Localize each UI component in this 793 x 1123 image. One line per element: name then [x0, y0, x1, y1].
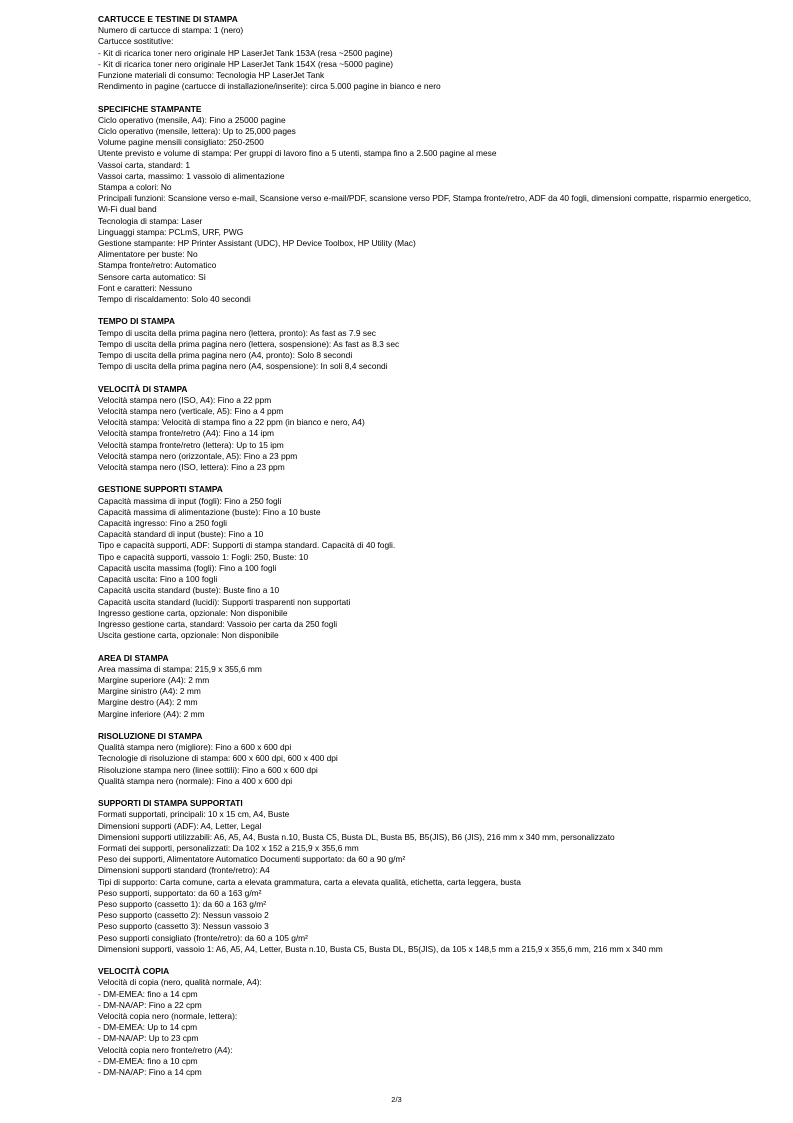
spec-line: Velocità stampa fronte/retro (lettera): Up to 15 ipm: [98, 439, 284, 450]
spec-line: Tempo di uscita della prima pagina nero (lettera, pronto): As fast as 7.9 sec: [98, 327, 376, 338]
spec-line: Qualità stampa nero (migliore): Fino a 600 x 600 dpi: [98, 742, 292, 753]
spec-line: - DM-EMEA: fino a 14 cpm: [98, 988, 198, 999]
section-gestione-supporti: [98, 484, 758, 641]
section-velocita-copia: [98, 966, 758, 1078]
spec-line: Dimensioni supporti, vassoio 1: A6, A5, A4, Letter, Busta n.10, Busta C5, Busta DL, B5(JIS), da 105 x 148,5 mm a 215,9 x 355,6 mm, 216 mm x 340 mm: [98, 943, 663, 954]
spec-line: Dimensioni supporti standard (fronte/retro): A4: [98, 865, 270, 876]
spec-line: Capacità standard di input (buste): Fino a 10: [98, 529, 264, 540]
spec-line: - DM-EMEA: Up to 14 cpm: [98, 1022, 198, 1033]
spec-line: Tempo di riscaldamento: Solo 40 secondi: [98, 294, 251, 305]
spec-line: Capacità massima di alimentazione (buste): Fino a 10 buste: [98, 506, 321, 517]
spec-line: Tipi di supporto: Carta comune, carta a elevata grammatura, carta a elevata qualità, etichetta, carta leggera, busta: [98, 876, 521, 887]
spec-line: Peso supporto (cassetto 1): da 60 a 163 g/m²: [98, 898, 267, 909]
spec-line: Tempo di uscita della prima pagina nero (lettera, sospensione): As fast as 8.3 sec: [98, 338, 400, 349]
spec-line: Velocità stampa: Velocità di stampa fino a 22 ppm (in bianco e nero, A4): [98, 417, 365, 428]
section-heading: GESTIONE SUPPORTI STAMPA: [98, 484, 223, 495]
spec-line: Dimensioni supporti (ADF): A4, Letter, Legal: [98, 820, 262, 831]
spec-line: Velocità stampa nero (orizzontale, A5): Fino a 23 ppm: [98, 450, 298, 461]
spec-line: Velocità copia nero (normale, lettera):: [98, 1010, 238, 1021]
spec-line: Velocità di copia (nero, qualità normale, A4):: [98, 977, 262, 988]
spec-line: Tipo e capacità supporti, vassoio 1: Fogli: 250, Buste: 10: [98, 551, 309, 562]
section-area-di-stampa: [98, 653, 758, 720]
spec-line: Numero di cartucce di stampa: 1 (nero): [98, 25, 244, 36]
section-heading: RISOLUZIONE DI STAMPA: [98, 730, 203, 741]
spec-line: Capacità massima di input (fogli): Fino a 250 fogli: [98, 495, 282, 506]
spec-line: Tempo di uscita della prima pagina nero (A4, sospensione): In soli 8,4 secondi: [98, 361, 388, 372]
section-heading: SUPPORTI DI STAMPA SUPPORTATI: [98, 798, 243, 809]
spec-line: - DM-EMEA: fino a 10 cpm: [98, 1055, 198, 1066]
spec-line: Volume pagine mensili consigliato: 250-2500: [98, 137, 264, 148]
section-heading: VELOCITÀ DI STAMPA: [98, 383, 188, 394]
spec-line: - DM-NA/AP: Fino a 14 cpm: [98, 1066, 202, 1077]
spec-line: Linguaggi stampa: PCLmS, URF, PWG: [98, 226, 244, 237]
spec-line: Tecnologie di risoluzione di stampa: 600 x 600 dpi, 600 x 400 dpi: [98, 753, 338, 764]
spec-line: Cartucce sostitutive:: [98, 36, 174, 47]
spec-line: Rendimento in pagine (cartucce di installazione/inserite): circa 5.000 pagine in bianco e nero: [98, 81, 441, 92]
spec-line: Peso dei supporti, Alimentatore Automatico Documenti supportato: da 60 a 90 g/m²: [98, 854, 406, 865]
section-cartucce: [98, 14, 758, 92]
spec-line: Ingresso gestione carta, standard: Vassoio per carta da 250 fogli: [98, 618, 338, 629]
spec-line: Margine inferiore (A4): 2 mm: [98, 708, 205, 719]
section-risoluzione-di-stampa: [98, 731, 758, 787]
spec-line: - DM-NA/AP: Up to 23 cpm: [98, 1033, 199, 1044]
spec-line: Ciclo operativo (mensile, A4): Fino a 25000 pagine: [98, 114, 286, 125]
page-number: 2/3: [391, 1095, 402, 1104]
spec-line: Sensore carta automatico: Sì: [98, 271, 206, 282]
spec-line: Margine sinistro (A4): 2 mm: [98, 686, 201, 697]
spec-line: - Kit di ricarica toner nero originale HP LaserJet Tank 153A (resa ~2500 pagine): [98, 47, 393, 58]
section-heading: SPECIFICHE STAMPANTE: [98, 103, 202, 114]
spec-line: Qualità stampa nero (normale): Fino a 400 x 600 dpi: [98, 775, 293, 786]
section-heading: AREA DI STAMPA: [98, 652, 169, 663]
spec-line: Ingresso gestione carta, opzionale: Non disponibile: [98, 607, 288, 618]
spec-line: Alimentatore per buste: No: [98, 249, 198, 260]
spec-line: Velocità copia nero fronte/retro (A4):: [98, 1044, 233, 1055]
document-body: [98, 14, 758, 1089]
spec-line: Gestione stampante: HP Printer Assistant (UDC), HP Device Toolbox, HP Utility (Mac): [98, 238, 416, 249]
spec-line: Capacità uscita massima (fogli): Fino a 100 fogli: [98, 562, 277, 573]
spec-line: Tempo di uscita della prima pagina nero (A4, pronto): Solo 8 secondi: [98, 350, 353, 361]
spec-line: Font e caratteri: Nessuno: [98, 282, 193, 293]
spec-line: Capacità ingresso: Fino a 250 fogli: [98, 518, 227, 529]
spec-line: Utente previsto e volume di stampa: Per gruppi di lavoro fino a 5 utenti, stampa fino a 2.500 pagine al mese: [98, 148, 497, 159]
spec-line: Principali funzioni: Scansione verso e-mail, Scansione verso e-mail/PDF, scansione verso PDF, Stampa fronte/retro, ADF da 40 fogli, dimensioni compatte, risparmio energetico, Wi-Fi dual band: [98, 193, 752, 215]
spec-line: Funzione materiali di consumo: Tecnologia HP LaserJet Tank: [98, 70, 325, 81]
spec-line: Dimensioni supporti utilizzabili: A6, A5, A4, Busta n.10, Busta C5, Busta DL, Busta B5, B5(JIS), B6 (JIS), 216 mm x 340 mm, personalizzato: [98, 831, 615, 842]
section-heading: CARTUCCE E TESTINE DI STAMPA: [98, 14, 238, 24]
spec-line: Peso supporto (cassetto 2): Nessun vassoio 2: [98, 910, 269, 921]
section-velocita-di-stampa: [98, 384, 758, 474]
section-supporti-supportati: [98, 798, 758, 955]
spec-line: - DM-NA/AP: Fino a 22 cpm: [98, 999, 202, 1010]
spec-line: Peso supporti consigliato (fronte/retro): da 60 a 105 g/m²: [98, 932, 308, 943]
spec-line: Stampa fronte/retro: Automatico: [98, 260, 217, 271]
spec-line: Risoluzione stampa nero (linee sottili): Fino a 600 x 600 dpi: [98, 764, 318, 775]
section-tempo-di-stampa: [98, 316, 758, 372]
spec-line: Tecnologia di stampa: Laser: [98, 215, 203, 226]
spec-line: Vassoi carta, massimo: 1 vassoio di alimentazione: [98, 170, 285, 181]
spec-line: Uscita gestione carta, opzionale: Non disponibile: [98, 630, 279, 641]
spec-line: Velocità stampa nero (verticale, A5): Fino a 4 ppm: [98, 406, 284, 417]
spec-line: Area massima di stampa: 215,9 x 355,6 mm: [98, 663, 262, 674]
spec-line: Velocità stampa nero (ISO, A4): Fino a 22 ppm: [98, 394, 272, 405]
spec-line: Tipo e capacità supporti, ADF: Supporti di stampa standard. Capacità di 40 fogli.: [98, 540, 396, 551]
spec-line: Capacità uscita: Fino a 100 fogli: [98, 574, 218, 585]
section-heading: TEMPO DI STAMPA: [98, 316, 175, 327]
spec-line: Peso supporti, supportato: da 60 a 163 g/m²: [98, 887, 262, 898]
spec-line: Velocità stampa fronte/retro (A4): Fino a 14 ipm: [98, 428, 274, 439]
spec-line: - Kit di ricarica toner nero originale HP LaserJet Tank 154X (resa ~5000 pagine): [98, 58, 394, 69]
section-specifiche-stampante: [98, 104, 758, 306]
spec-line: Formati supportati, principali: 10 x 15 cm, A4, Buste: [98, 809, 290, 820]
spec-line: Formati dei supporti, personalizzati: Da 102 x 152 a 215,9 x 355,6 mm: [98, 842, 359, 853]
spec-line: Vassoi carta, standard: 1: [98, 159, 191, 170]
spec-line: Capacità uscita standard (lucidi): Supporti trasparenti non supportati: [98, 596, 351, 607]
spec-line: Ciclo operativo (mensile, lettera): Up to 25,000 pages: [98, 126, 296, 137]
spec-line: Velocità stampa nero (ISO, lettera): Fino a 23 ppm: [98, 462, 285, 473]
spec-line: Peso supporto (cassetto 3): Nessun vassoio 3: [98, 921, 269, 932]
spec-line: Margine superiore (A4): 2 mm: [98, 674, 210, 685]
section-heading: VELOCITÀ COPIA: [98, 966, 170, 977]
spec-line: Stampa a colori: No: [98, 182, 172, 193]
spec-line: Margine destro (A4): 2 mm: [98, 697, 198, 708]
spec-line: Capacità uscita standard (buste): Buste fino a 10: [98, 585, 280, 596]
